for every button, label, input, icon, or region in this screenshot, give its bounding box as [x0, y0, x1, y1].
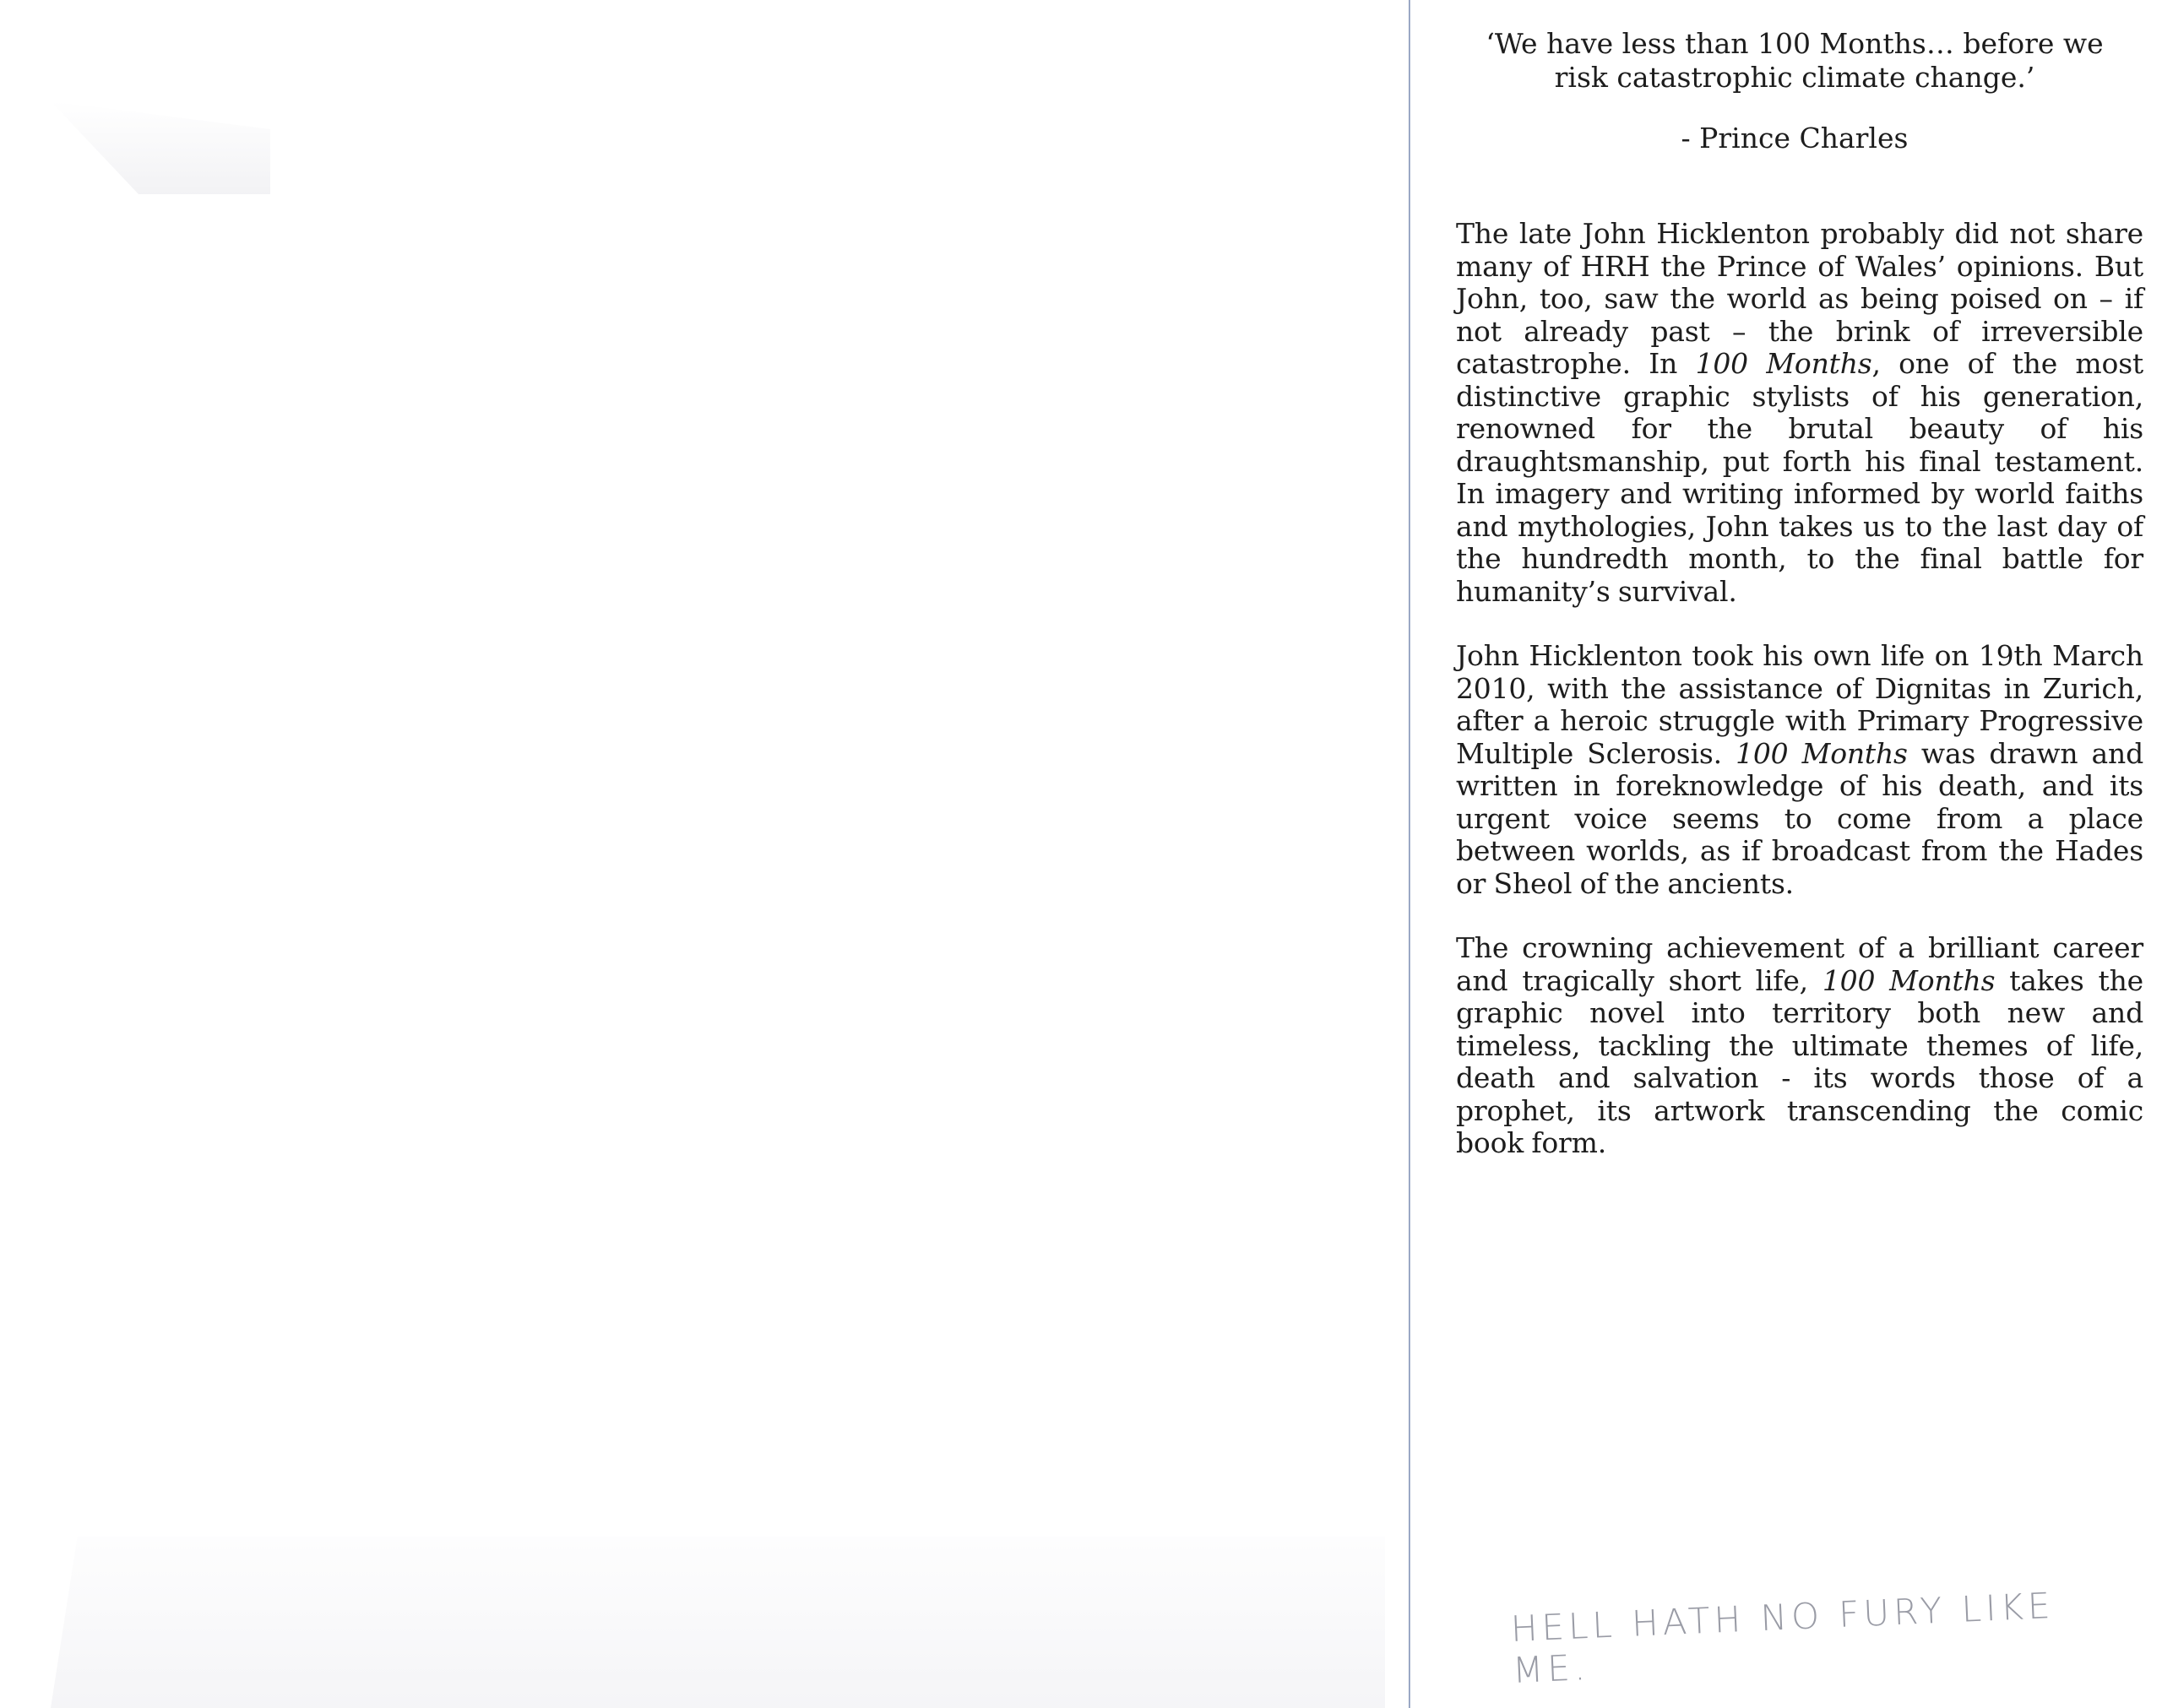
- scan-shadow: [51, 1537, 1385, 1708]
- book-title: 100 Months: [1695, 347, 1872, 380]
- epigraph: [1457, 27, 2132, 155]
- scan-shadow: [51, 101, 270, 194]
- book-title: 100 Months: [1736, 736, 1908, 770]
- paragraph-1: [1456, 218, 2143, 608]
- blurb-text: [1456, 218, 2143, 1192]
- paragraph-text: , one of the most distinctive graphic stylists of his generation, renowned for the brutal beauty of his draughtsmanship, put forth his final testament. In imagery and writing informed by world faiths and mythologies, John takes us to the last day of the hundredth month, to the final battle for humanity’s survival.: [1456, 347, 2143, 608]
- epigraph-quote: ‘We have less than 100 Months… before we risk catastrophic climate change.’: [1486, 27, 2104, 94]
- paragraph-2: [1456, 640, 2143, 900]
- paragraph-text: takes the graphic novel into territory both new and timeless, tackling the ultimate themes of life, death and salvation - its words those of a prophet, its artwork transcending the comic book form.: [1456, 963, 2144, 1159]
- paragraph-text: was drawn and written in foreknowledge of his death, and its urgent voice seems to come from a place between worlds, as if broadcast from the Hades or Sheol of the ancients.: [1456, 736, 2143, 900]
- paragraph-text: The crowning achievement of a brilliant career and tragically short life,: [1456, 931, 2143, 997]
- handwritten-note: HELL HATH NO FURY LIKE ME.: [1509, 1584, 2056, 1691]
- epigraph-author: - Prince Charles: [1681, 122, 1909, 155]
- paragraph-text: John Hicklenton took his own life on 19th March 2010, with the assistance of Dignitas in Zurich, after a heroic struggle with Primary Progressive Multiple Sclerosis.: [1456, 639, 2143, 770]
- paragraph-text: The late John Hicklenton probably did not share many of HRH the Prince of Wales’ opinions. But John, too, saw the world as being poised on – if not already past – the brink of irreversible catastrophe. In: [1456, 217, 2143, 380]
- book-title: 100 Months: [1822, 963, 1996, 997]
- paragraph-3: [1456, 932, 2143, 1160]
